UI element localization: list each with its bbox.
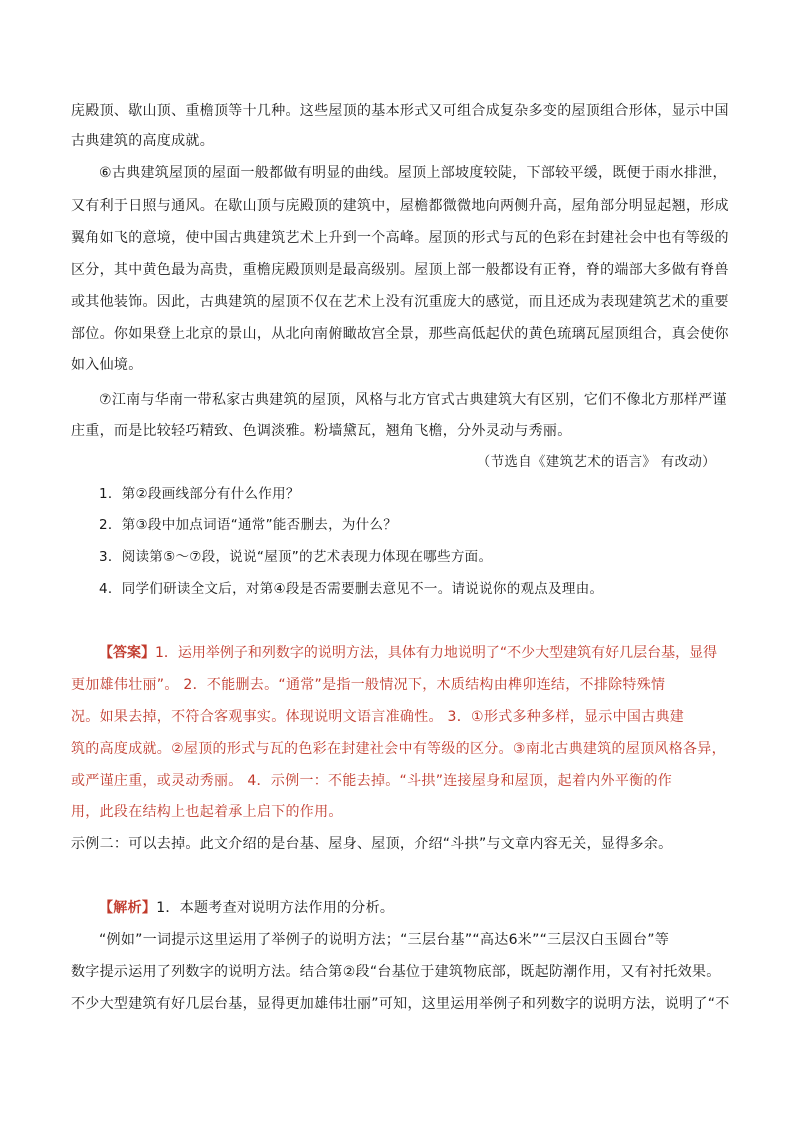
analysis-line: “例如”一词提示这里运用了举例子的说明方法；“三层台基”“高达6米”“三层汉白玉圆台”等 [99, 932, 670, 948]
passage-line: ⑥古典建筑屋顶的屋面一般都做有明显的曲线。屋顶上部坡度较陡，下部较平缓，既便于雨水排泄， [99, 165, 727, 181]
answer-line: 更加雄伟壮丽”。 2．不能删去。“通常”是指一般情况下，木质结构由榫卯连结，不排除特殊情 [71, 677, 666, 693]
question-item: 3．阅读第⑤～⑦段，说说“屋顶”的艺术表现力体现在哪些方面。 [99, 549, 493, 565]
passage-line: 庑殿顶、歇山顶、重檐顶等十几种。这些屋顶的基本形式又可组合成复杂多变的屋顶组合形体，显示中国 [71, 103, 729, 119]
analysis-text: 1．本题考查对说明方法作用的分析。 [156, 900, 395, 916]
passage-line: 古典建筑的高度成就。 [71, 133, 214, 149]
answer-first-line [99, 643, 717, 663]
question-item: 2．第③段中加点词语“通常”能否删去，为什么？ [99, 517, 398, 533]
answer-line: 况。如果去掉，不符合客观事实。体现说明文语言准确性。 3．①形式多种多样，显示中国古典建 [71, 709, 685, 725]
analysis-line: 不少大型建筑有好几层台基，显得更加雄伟壮丽”可知，这里运用举例子和列数字的说明方法，说明了“不 [71, 996, 730, 1012]
answer-line: 用，此段在结构上也起着承上启下的作用。 [71, 804, 343, 820]
analysis-first-line [99, 898, 394, 918]
answer-line: 或严谨庄重，或灵动秀丽。 4．示例一：不能去掉。“斗拱”连接屋身和屋顶，起着内外平衡的作 [71, 773, 673, 789]
passage-line: ⑦江南与华南一带私家古典建筑的屋顶，风格与北方官式古典建筑大有区别，它们不像北方那样严谨 [99, 392, 727, 408]
answer-tag: 【答案】 [99, 645, 155, 661]
passage-line: 或其他装饰。因此，古典建筑的屋顶不仅在艺术上没有沉重庞大的感觉，而且还成为表现建筑艺术的重要 [71, 294, 729, 310]
answer-text: 1．运用举例子和列数字的说明方法，具体有力地说明了“不少大型建筑有好几层台基，显得 [155, 645, 718, 661]
passage-line: 如入仙境。 [71, 357, 143, 373]
question-item: 4．同学们研读全文后，对第④段是否需要删去意见不一。请说说你的观点及理由。 [99, 581, 604, 597]
passage-line: 部位。你如果登上北京的景山，从北向南俯瞰故宫全景，那些高低起伏的黄色琉璃瓦屋顶组合，真会使你 [71, 326, 729, 342]
analysis-line: 数字提示运用了列数字的说明方法。结合第②段“台基位于建筑物底部，既起防潮作用，又有衬托效果。 [71, 964, 721, 980]
passage-line: 区分，其中黄色最为高贵，重檐庑殿顶则是最高级别。屋顶上部一般都设有正脊，脊的端部大多做有脊兽 [71, 262, 729, 278]
answer-example-two: 示例二：可以去掉。此文介绍的是台基、屋身、屋顶，介绍“斗拱”与文章内容无关，显得多余。 [71, 836, 673, 852]
passage-line: 又有利于日照与通风。在歇山顶与庑殿顶的建筑中，屋檐都微微地向两侧升高，屋角部分明显起翘，形成 [71, 198, 729, 214]
source-citation: （节选自《建筑艺术的语言》 有改动） [476, 454, 716, 470]
analysis-tag: 【解析】 [99, 900, 157, 916]
passage-line: 庄重，而是比较轻巧精致、色调淡雅。粉墙黛瓦，翘角飞檐，分外灵动与秀丽。 [71, 423, 572, 439]
question-item: 1．第②段画线部分有什么作用？ [99, 486, 300, 502]
passage-line: 翼角如飞的意境，使中国古典建筑艺术上升到一个高峰。屋顶的形式与瓦的色彩在封建社会中也有等级的 [71, 230, 729, 246]
answer-line: 筑的高度成就。②屋顶的形式与瓦的色彩在封建社会中有等级的区分。③南北古典建筑的屋顶风格各异， [71, 741, 726, 757]
